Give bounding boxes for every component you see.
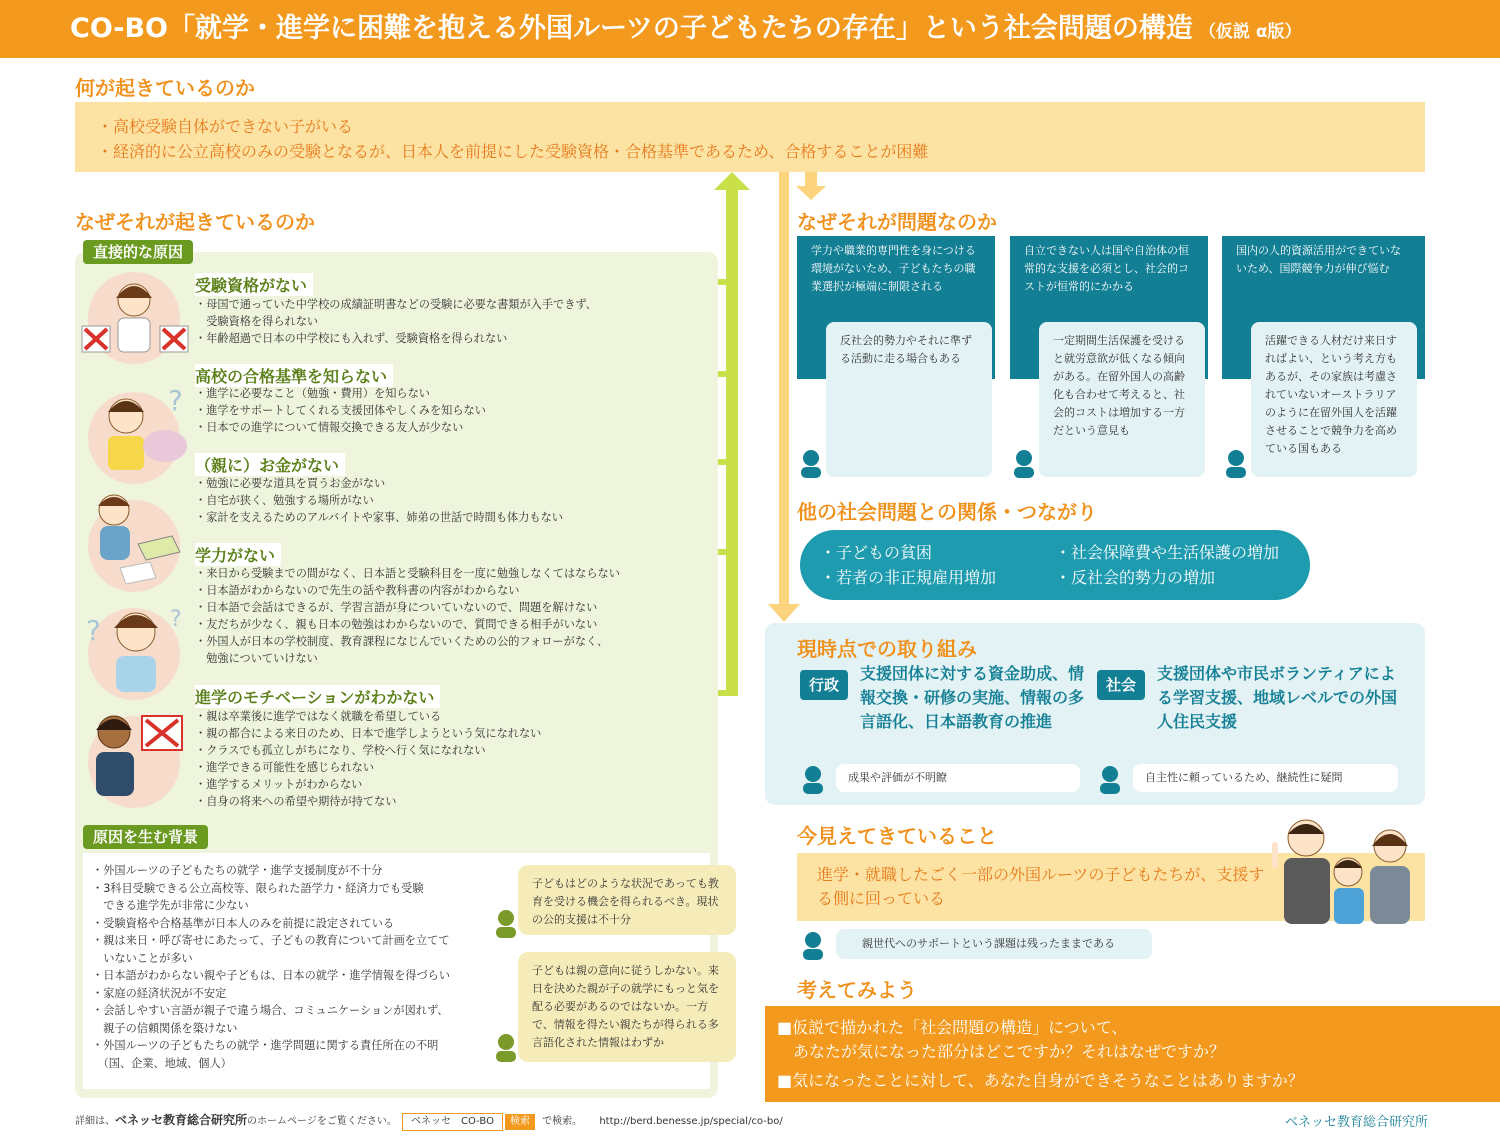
gov-note: 成果や評価が不明瞭 xyxy=(836,764,1080,792)
opinion-bubble: 子どもは親の意向に従うしかない。来日を決めた親が子の就学にもっと気を配る必要があるのではないか。一方で、情報を得たい親たちが得られる多言語化された情報はわずか xyxy=(518,952,736,1062)
person-icon xyxy=(493,908,519,938)
cause-list xyxy=(195,565,620,667)
soc-text: 支援団体や市民ボランティアによる学習支援、地域レベルでの外国人住民支援 xyxy=(1157,664,1398,731)
cause-item: ・進学に必要なこと（勉強・費用）を知らない xyxy=(195,387,430,400)
cause-item: ・親は卒業後に進学ではなく就職を希望している xyxy=(195,710,442,723)
now-note: 親世代へのサポートという課題は残ったままである xyxy=(836,929,1152,959)
person-icon xyxy=(798,448,824,478)
cause-title: 高校の合格基準を知らない xyxy=(195,364,393,387)
up-arrow xyxy=(714,172,750,190)
think-questions xyxy=(777,1016,1304,1093)
cause-item: ・母国で通っていた中学校の成績証明書などの受験に必要な書類が入手できず、 xyxy=(195,298,597,311)
background-item: （国、企業、地域、個人） xyxy=(92,1056,232,1070)
relation-item: ・反社会的勢力の増加 xyxy=(1055,568,1216,587)
cause-title: 進学のモチベーションがわかない xyxy=(195,685,440,708)
branch-arrow-shaft xyxy=(805,172,817,186)
why-heading: なぜそれが起きているのか xyxy=(75,210,315,234)
relation-item: ・若者の非正規雇用増加 xyxy=(820,568,997,587)
think-band xyxy=(765,1006,1500,1102)
cause-item: ・外国人が日本の学校制度、教育課程になじんでいくための公的フォローがなく、 xyxy=(195,635,609,648)
search-button[interactable]: 検索 xyxy=(505,1114,535,1130)
cause-item: ・勉強に必要な道具を買うお金がない xyxy=(195,477,386,490)
up-arrow-shaft xyxy=(726,188,738,694)
cause-item: ・進学するメリットがわからない xyxy=(195,778,363,791)
gov-text: 支援団体に対する資金助成、情報交換・研修の実施、情報の多言語化、日本語教育の推進 xyxy=(860,664,1085,731)
think-heading: 考えてみよう xyxy=(797,978,917,1002)
cause-list xyxy=(195,296,597,347)
cause-list xyxy=(195,385,486,436)
think-question: あなたが気になった部分はどこですか？それはなぜですか？ xyxy=(777,1042,1226,1061)
relation-cloud xyxy=(800,530,1310,600)
relation-item: ・子どもの貧困 xyxy=(820,543,933,562)
relation-item: ・社会保障費や生活保護の増加 xyxy=(1055,543,1280,562)
struggling-child-illustration xyxy=(80,596,200,696)
cause-list xyxy=(195,475,563,526)
person-icon xyxy=(800,764,826,794)
cause-item: ・親の都合による来日のため、日本で進学しようという気になれない xyxy=(195,727,542,740)
what-heading: 何が起きているのか xyxy=(75,76,255,100)
cause-item: ・自身の将来への希望や期待が持てない xyxy=(195,795,397,808)
background-item: ・日本語がわからない親や子どもは、日本の就学・進学情報を得づらい xyxy=(92,969,451,982)
cause-item: ・日本語で会話はできるが、学習言語が身についていないので、問題を解けない xyxy=(195,601,598,614)
person-icon xyxy=(800,930,826,960)
cause-title: 受験資格がない xyxy=(195,273,313,296)
think-question: ■仮説で描かれた「社会問題の構造」について、 xyxy=(777,1018,1128,1037)
cause-item: ・進学をサポートしてくれる支援団体やしくみを知らない xyxy=(195,404,486,417)
what-item: ・高校受験自体ができない子がいる xyxy=(97,117,354,136)
unmotivated-child-illustration xyxy=(80,702,200,802)
person-icon xyxy=(1223,448,1249,478)
problem-note: 反社会的勢力やそれに準ずる活動に走る場合もある xyxy=(826,322,992,477)
no-qualification-illustration xyxy=(80,270,200,370)
relation-col xyxy=(1055,540,1279,590)
cause-item: ・日本語がわからないので先生の話や教科書の内容がわからない xyxy=(195,584,520,597)
down-arrow-head xyxy=(768,604,800,622)
cause-title: （親に）お金がない xyxy=(195,453,345,476)
cause-item: ・来日から受験までの間がなく、日本語と受験科目を一度に勉強しなくてはならない xyxy=(195,567,620,580)
background-item: ・3科目受験できる公立高校等、限られた語学力・経済力でも受験 xyxy=(92,881,424,895)
now-heading: 今見えてきていること xyxy=(797,824,997,848)
footer-logo: ベネッセ教育総合研究所 xyxy=(1285,1115,1429,1130)
background-label: 原因を生む背景 xyxy=(83,825,208,849)
person-icon xyxy=(1097,764,1123,794)
problem-text: 学力や職業的専門性を身につける環境がないため、子どもたちの職業選択が極端に制限される xyxy=(811,244,976,293)
background-item: いないことが多い xyxy=(92,951,193,965)
cause-item: ・日本での進学について情報交換できる友人が少ない xyxy=(195,421,464,434)
down-arrow-shaft xyxy=(779,172,789,607)
what-item: ・経済的に公立高校のみの受験となるが、日本人を前提にした受験資格・合格基準であるため、合格することが困難 xyxy=(97,142,929,161)
cause-item: 勉強についていけない xyxy=(195,652,318,665)
background-item: ・家庭の経済状況が不安定 xyxy=(92,986,227,1000)
sitting-child-illustration xyxy=(80,484,200,584)
think-question: ■気になったことに対して、あなた自身ができそうなことはありますか？ xyxy=(777,1071,1304,1090)
footer-text: で検索。 xyxy=(542,1116,583,1127)
background-item: ・外国ルーツの子どもたちの就学・進学問題に関する責任所在の不明 xyxy=(92,1039,439,1052)
problem-note: 一定期間生活保護を受けると就労意欲が低くなる傾向がある。在留外国人の高齢化も合わせて考えると、社会的コストは増加する一方だという意見も xyxy=(1039,322,1205,477)
person-icon xyxy=(493,1032,519,1062)
problem-text: 自立できない人は国や自治体の恒常的な支援を必須とし、社会的コストが恒常的にかかる xyxy=(1024,244,1189,293)
problem-text: 国内の人的資源活用ができていないため、国際競争力が伸び悩む xyxy=(1236,244,1401,275)
background-item: ・受験資格や合格基準が日本人のみを前提に設定されている xyxy=(92,916,395,930)
footer-org: ベネッセ教育総合研究所 xyxy=(115,1113,248,1127)
background-list xyxy=(92,862,450,1072)
background-item: ・会話しやすい言語が親子で違う場合、コミュニケーションが図れず、 xyxy=(92,1004,449,1017)
page-title: CO-BO「就学・進学に困難を抱える外国ルーツの子どもたちの存在」という社会問題の構造 （仮説 α版） xyxy=(0,0,1500,58)
cause-title: 学力がない xyxy=(195,543,281,566)
soc-tag: 社会 xyxy=(1097,670,1145,700)
svg-text:?: ? xyxy=(86,614,101,647)
branch-arrow-head xyxy=(796,186,826,200)
footer-text: のホームページをご覧ください。 xyxy=(247,1116,397,1127)
cause-item: ・自宅が狭く、勉強する場所がない xyxy=(195,494,374,507)
opinion-bubble: 子どもはどのような状況であっても教育を受ける機会を得られるべき。現状の公的支援は不十分 xyxy=(518,865,736,935)
background-item: 親子の信頼関係を築けない xyxy=(92,1021,238,1035)
gov-tag: 行政 xyxy=(800,670,848,700)
cause-item: ・年齢超過で日本の中学校にも入れず、受験資格を得られない xyxy=(195,332,508,345)
background-item: ・外国ルーツの子どもたちの就学・進学支援制度が不十分 xyxy=(92,864,383,877)
efforts-heading: 現時点での取り組み xyxy=(797,637,977,661)
person-icon xyxy=(1011,448,1037,478)
relation-col xyxy=(820,540,996,590)
background-item: できる進学先が非常に少ない xyxy=(92,899,249,912)
cause-item: ・クラスでも孤立しがちになり、学校へ行く気になれない xyxy=(195,744,486,757)
footer-text: 詳細は、 xyxy=(75,1116,115,1127)
footer xyxy=(75,1112,783,1131)
svg-text:?: ? xyxy=(170,607,182,632)
background-item: ・親は来日・呼び寄せにあたって、子どもの教育について計画を立てて xyxy=(92,934,450,947)
relation-heading: 他の社会問題との関係・つながり xyxy=(797,500,1097,524)
cause-item: 受験資格を得られない xyxy=(195,315,319,328)
footer-url[interactable]: http://berd.benesse.jp/special/co-bo/ xyxy=(599,1116,783,1127)
cause-item: ・家計を支えるためのアルバイトや家事、姉弟の世話で時間も体力もない xyxy=(195,511,563,524)
direct-cause-label: 直接的な原因 xyxy=(83,240,193,264)
search-box[interactable]: ベネッセ CO-BO xyxy=(402,1113,503,1131)
problem-note: 活躍できる人材だけ来日すればよい、という考え方もあるが、その家族は考慮されていないオーストラリアのように在留外国人を活躍させることで競争力を高めている国もある xyxy=(1251,322,1417,477)
now-text: 進学・就職したごく一部の外国ルーツの子どもたちが、支援する側に回っている xyxy=(817,865,1265,908)
soc-note: 自主性に頼っているため、継続性に疑問 xyxy=(1133,764,1398,792)
problem-heading: なぜそれが問題なのか xyxy=(797,210,997,234)
svg-text:?: ? xyxy=(168,384,183,417)
cause-item: ・友だちが少なく、親も日本の勉強はわからないので、質問できる相手がいない xyxy=(195,618,598,631)
family-illustration xyxy=(1264,812,1424,924)
confused-child-illustration xyxy=(80,380,200,480)
cause-item: ・進学できる可能性を感じられない xyxy=(195,761,375,774)
cause-list xyxy=(195,708,541,810)
